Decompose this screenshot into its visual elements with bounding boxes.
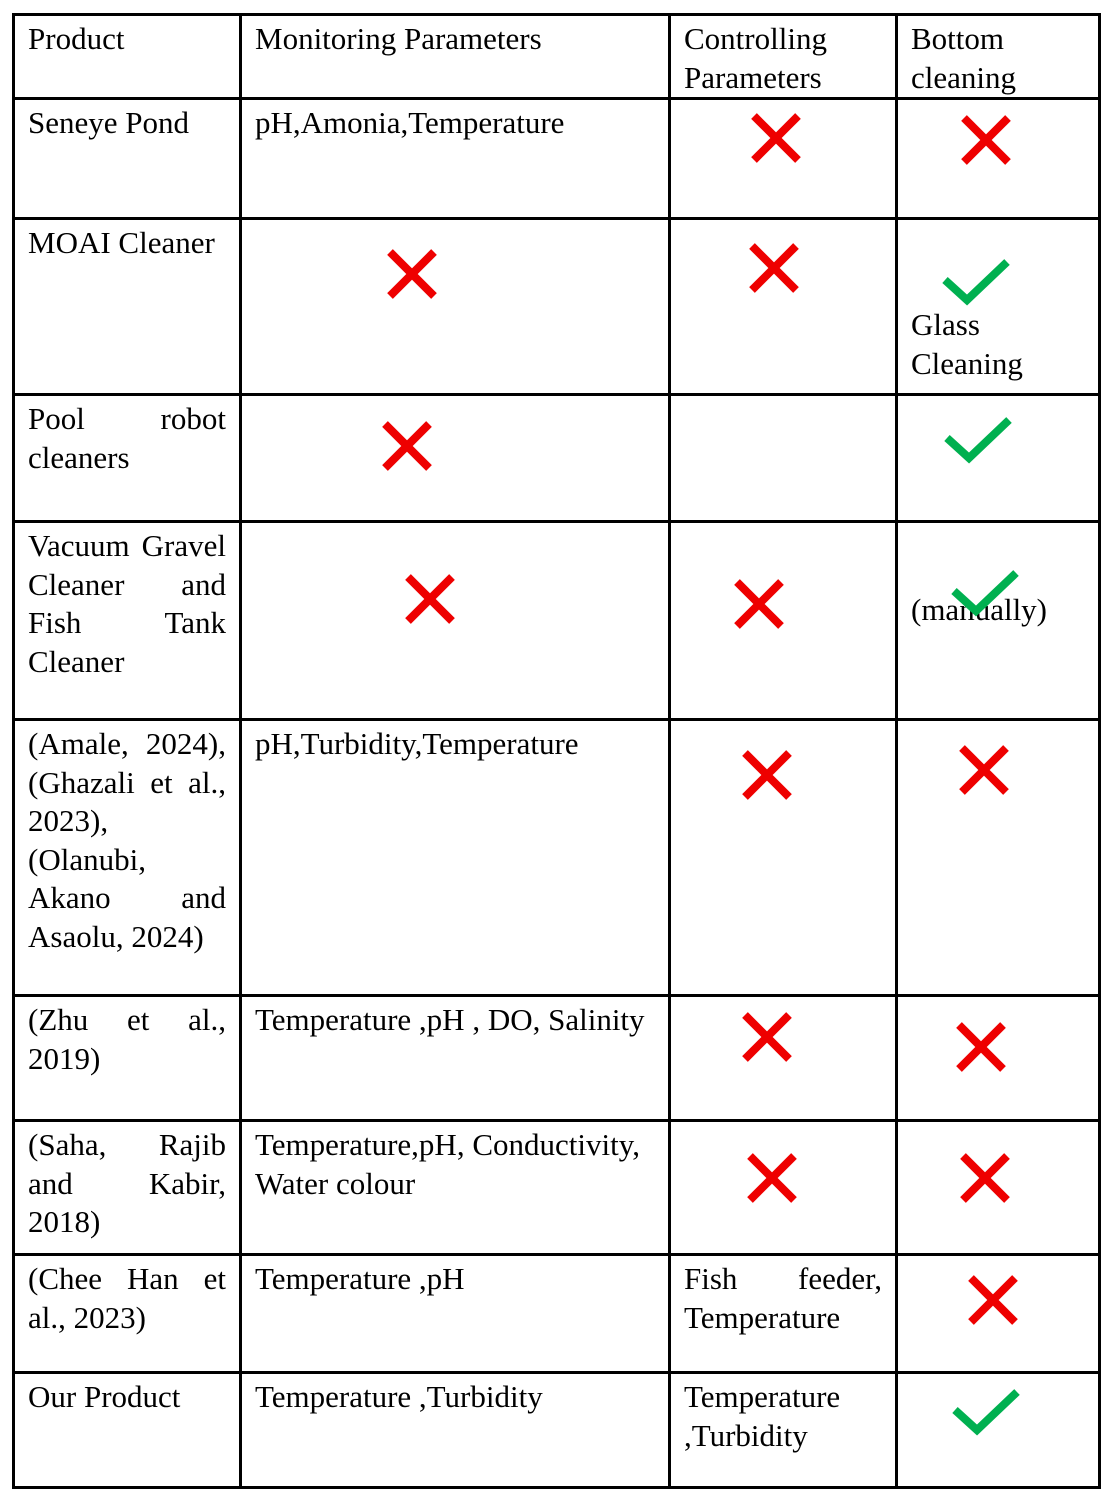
table-row: [14, 1121, 1100, 1255]
product-cell: Pool robot cleaners: [14, 395, 241, 522]
check-mark-icon: [951, 1386, 1100, 1438]
check-mark-icon: [941, 256, 1100, 310]
monitoring-cell: [241, 395, 670, 522]
product-cell: (Zhu et al., 2019): [14, 996, 241, 1121]
product-cell: (Saha, Rajib and Kabir, 2018): [14, 1121, 241, 1255]
cross-mark-icon: [960, 114, 1100, 166]
table-row: [14, 1373, 1100, 1488]
table-row: [14, 219, 1100, 395]
header-product: Product: [14, 15, 241, 99]
cross-mark-icon: [741, 1011, 897, 1063]
check-mark-icon: [943, 414, 1100, 466]
bottom-cleaning-cell: [897, 395, 1100, 522]
cross-mark-icon: [733, 578, 897, 630]
product-cell: Our Product: [14, 1373, 241, 1488]
table-row: [14, 996, 1100, 1121]
monitoring-cell: [241, 219, 670, 395]
table-row: [14, 1255, 1100, 1373]
monitoring-cell: Temperature ,Turbidity: [241, 1373, 670, 1488]
controlling-cell: Fish feeder, Temperature: [670, 1255, 897, 1373]
table-row: [14, 99, 1100, 219]
controlling-cell: [670, 99, 897, 219]
bottom-cleaning-cell: [897, 1121, 1100, 1255]
cross-mark-icon: [959, 1152, 1100, 1204]
controlling-cell: [670, 1121, 897, 1255]
product-cell: (Amale, 2024), (Ghazali et al., 2023), (Olanubi, Akano and Asaolu, 2024): [14, 720, 241, 996]
bottom-cleaning-cell: [897, 522, 1100, 720]
cross-mark-icon: [381, 420, 670, 472]
bottom-cleaning-cell: [897, 99, 1100, 219]
monitoring-cell: Temperature ,pH , DO, Salinity: [241, 996, 670, 1121]
bottom-cleaning-cell: [897, 1255, 1100, 1373]
controlling-cell: [670, 522, 897, 720]
monitoring-cell: pH,Amonia,Temperature: [241, 99, 670, 219]
product-cell: Seneye Pond: [14, 99, 241, 219]
product-cell: (Chee Han et al., 2023): [14, 1255, 241, 1373]
monitoring-cell: [241, 522, 670, 720]
check-mark-icon: [950, 567, 1100, 621]
product-cell: Vacuum Gravel Cleaner and Fish Tank Cleaner: [14, 522, 241, 720]
table-row: [14, 720, 1100, 996]
cross-mark-icon: [750, 112, 897, 164]
cross-mark-icon: [955, 1021, 1100, 1073]
cross-mark-icon: [967, 1274, 1100, 1326]
controlling-cell: [670, 395, 897, 522]
header-row: [14, 15, 1100, 99]
cross-mark-icon: [741, 749, 897, 801]
controlling-cell: [670, 720, 897, 996]
bottom-cleaning-cell: [897, 720, 1100, 996]
monitoring-cell: Temperature,pH, Conductivity, Water colour: [241, 1121, 670, 1255]
comparison-table: [12, 13, 1101, 1489]
table-row: [14, 522, 1100, 720]
bottom-cleaning-note: Glass Cleaning: [911, 307, 1023, 381]
monitoring-cell: pH,Turbidity,Temperature: [241, 720, 670, 996]
header-bottom-cleaning: Bottom cleaning: [897, 15, 1100, 99]
bottom-cleaning-cell: [897, 996, 1100, 1121]
controlling-cell: [670, 219, 897, 395]
cross-mark-icon: [746, 1152, 897, 1204]
controlling-cell: Temperature ,Turbidity: [670, 1373, 897, 1488]
table-row: [14, 395, 1100, 522]
cross-mark-icon: [386, 248, 670, 300]
cross-mark-icon: [958, 744, 1100, 796]
cross-mark-icon: [748, 242, 897, 294]
header-controlling: Controlling Parameters: [670, 15, 897, 99]
cross-mark-icon: [404, 573, 670, 625]
monitoring-cell: Temperature ,pH: [241, 1255, 670, 1373]
bottom-cleaning-cell: [897, 219, 1100, 395]
header-monitoring: Monitoring Parameters: [241, 15, 670, 99]
product-cell: MOAI Cleaner: [14, 219, 241, 395]
bottom-cleaning-note: (manually): [911, 592, 1048, 627]
controlling-cell: [670, 996, 897, 1121]
bottom-cleaning-cell: [897, 1373, 1100, 1488]
